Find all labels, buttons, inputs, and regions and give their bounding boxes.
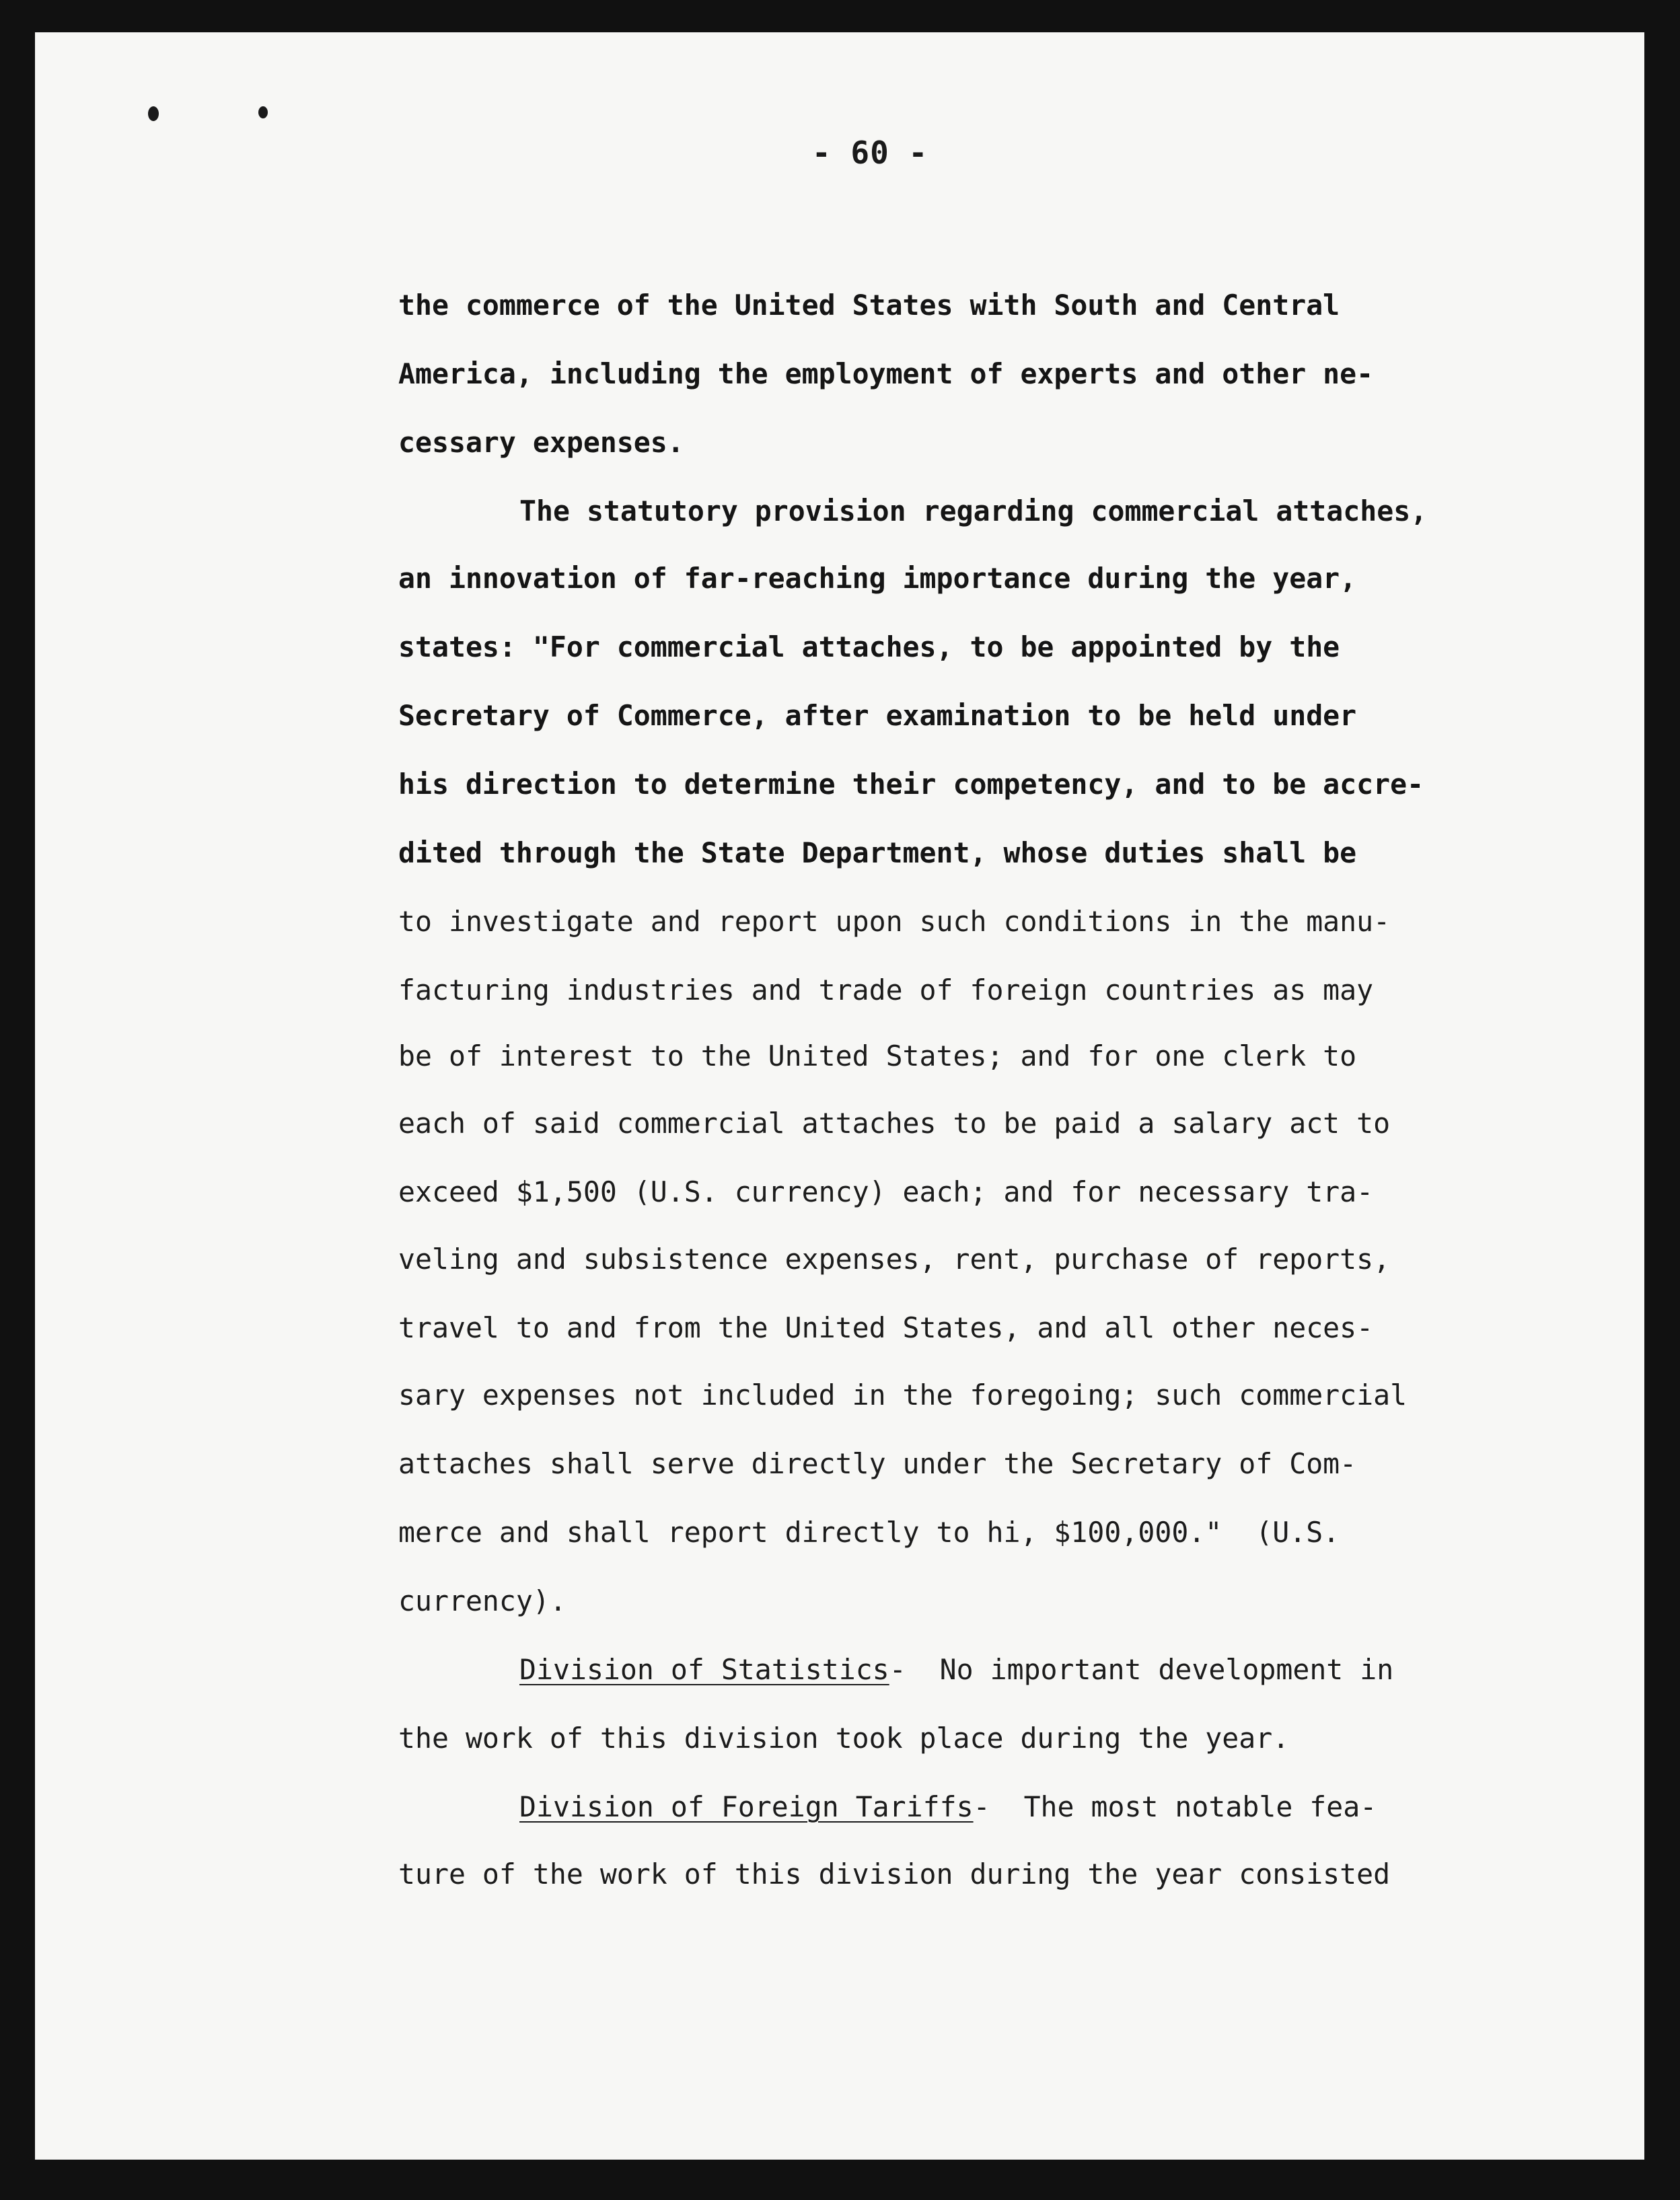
page-number: - 60 - xyxy=(812,135,928,171)
section-tariffs-line xyxy=(519,1790,1377,1825)
body-line: facturing industries and trade of foreign countries as may xyxy=(398,974,1374,1006)
body-line: his direction to determine their competency, and to be accre- xyxy=(398,768,1424,801)
section-heading-foreign-tariffs: Division of Foreign Tariffs xyxy=(519,1790,974,1823)
section-heading-statistics: Division of Statistics xyxy=(519,1653,889,1686)
section-statistics-text: - No important development in xyxy=(889,1653,1394,1686)
body-line: the work of this division took place during the year. xyxy=(398,1722,1290,1755)
body-line: states: "For commercial attaches, to be appointed by the xyxy=(398,630,1340,663)
body-line: each of said commercial attaches to be paid a salary act to xyxy=(398,1107,1391,1140)
body-line: an innovation of far-reaching importance during the year, xyxy=(398,562,1357,595)
body-line: be of interest to the United States; and for one clerk to xyxy=(398,1039,1357,1072)
body-line: currency). xyxy=(398,1584,567,1617)
punch-mark-left xyxy=(148,106,159,121)
section-statistics-line xyxy=(519,1652,1393,1687)
body-line: dited through the State Department, whose duties shall be xyxy=(398,836,1357,869)
document-page xyxy=(35,32,1644,2160)
body-line: sary expenses not included in the foregoing; such commercial xyxy=(398,1379,1408,1411)
body-line: veling and subsistence expenses, rent, purchase of reports, xyxy=(398,1243,1391,1276)
body-line: to investigate and report upon such conditions in the manu- xyxy=(398,905,1391,938)
body-line: ture of the work of this division during the year consisted xyxy=(398,1858,1391,1891)
body-line: Secretary of Commerce, after examination to be held under xyxy=(398,699,1357,732)
body-line: attaches shall serve directly under the Secretary of Com- xyxy=(398,1447,1357,1480)
paragraph-first-line: The statutory provision regarding commercial attaches, xyxy=(519,494,1428,527)
punch-mark-right xyxy=(258,106,268,118)
section-tariffs-text: - The most notable fea- xyxy=(973,1790,1377,1823)
body-line: the commerce of the United States with South and Central xyxy=(398,289,1340,322)
body-line: travel to and from the United States, and all other neces- xyxy=(398,1311,1374,1344)
body-line: exceed $1,500 (U.S. currency) each; and for necessary tra- xyxy=(398,1175,1374,1208)
body-line: merce and shall report directly to hi, $100,000." (U.S. xyxy=(398,1516,1340,1549)
body-line: cessary expenses. xyxy=(398,426,684,459)
body-line: America, including the employment of experts and other ne- xyxy=(398,357,1374,390)
